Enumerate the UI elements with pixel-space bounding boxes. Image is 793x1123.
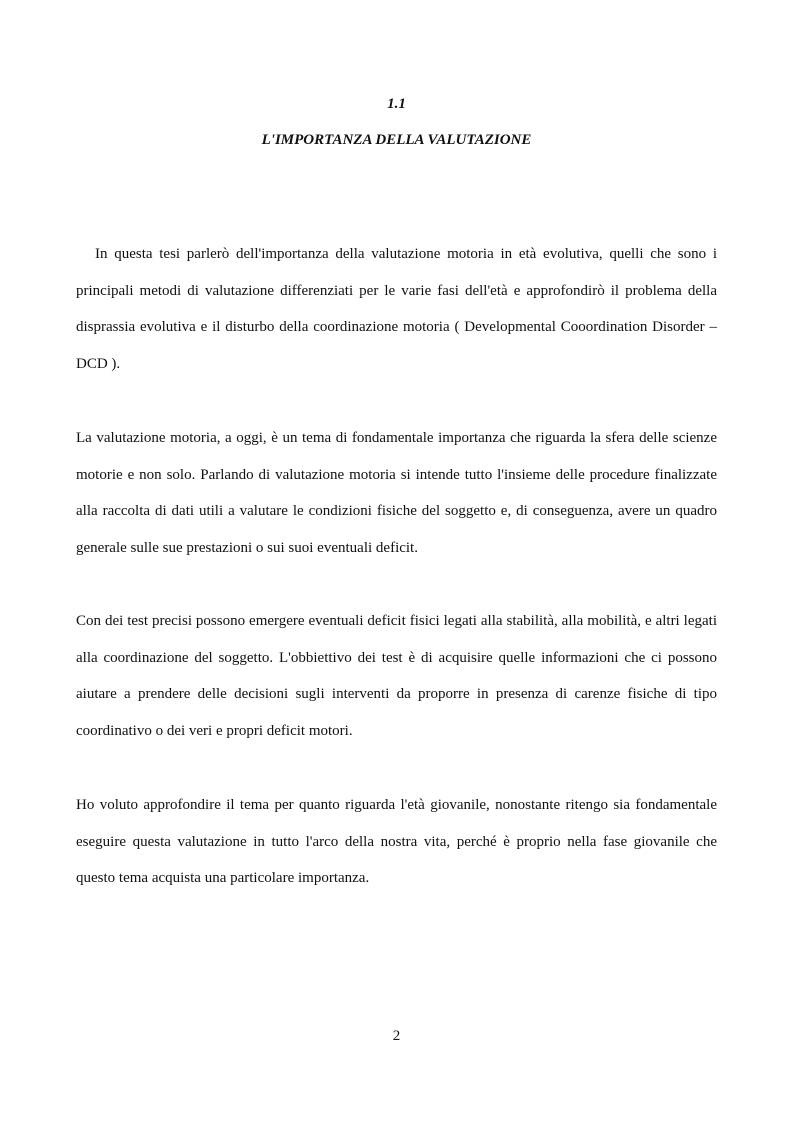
chapter-number: 1.1 (387, 96, 406, 112)
chapter-title: L'IMPORTANZA DELLA VALUTAZIONE (261, 132, 532, 148)
paragraph-introduction: In questa tesi parlerò dell'importanza della valutazione motoria in età evolutiva, quelli che sono i principali metodi di valutazione differenziati per le varie fasi dell'età e approfondirò il problema della disprassia evolutiva e il disturbo della coordinazione motoria ( Developmental Cooordination Disorder – DCD ). (76, 246, 717, 372)
paragraph-youth: Ho voluto approfondire il tema per quanto riguarda l'età giovanile, nonostante ritengo sia fondamentale eseguire questa valutazione in tutto l'arco della nostra vita, perché è proprio nella fase giovanile che questo tema acquista una particolare importanza. (76, 797, 717, 887)
paragraph-tests: Con dei test precisi possono emergere eventuali deficit fisici legati alla stabilità, alla mobilità, e altri legati alla coordinazione del soggetto. L'obbiettivo dei test è di acquisire quelle informazioni che ci possono aiutare a prendere delle decisioni sugli interventi da proporre in presenza di carenze fisiche di tipo coordinativo o dei veri e propri deficit motori. (76, 613, 717, 739)
page-number: 2 (392, 1028, 401, 1044)
paragraph-definition: La valutazione motoria, a oggi, è un tema di fondamentale importanza che riguarda la sfera delle scienze motorie e non solo. Parlando di valutazione motoria si intende tutto l'insieme delle procedure finalizzate alla raccolta di dati utili a valutare le condizioni fisiche del soggetto e, di conseguenza, avere un quadro generale sulle sue prestazioni o sui suoi eventuali deficit. (76, 430, 717, 556)
